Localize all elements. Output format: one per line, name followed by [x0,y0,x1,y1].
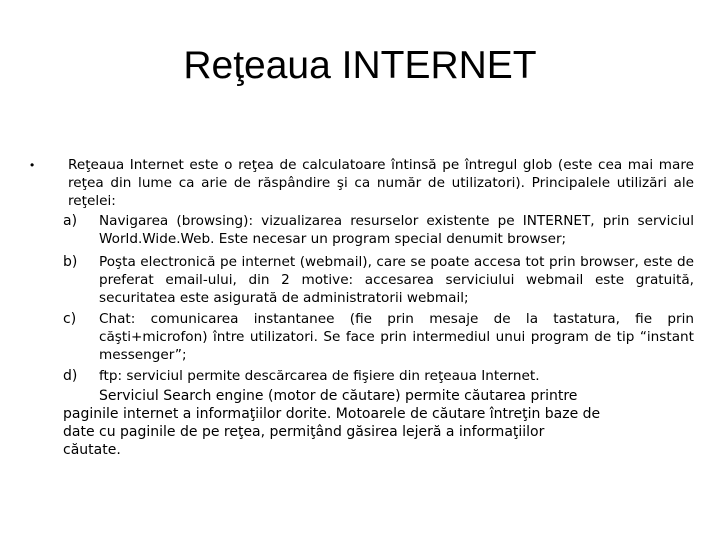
list-marker-b: b) [63,254,78,270]
list-marker-c: c) [63,311,77,327]
search-engine-paragraph: Serviciul Search engine (motor de căutare) permite căutarea printre paginile internet a informaţiilor dorite. Motoarele de căutare întreţin baze de date cu paginile de pe reţea, permiţând găsirea lejeră a informaţiilor căutate. [63,388,601,458]
list-marker-a: a) [63,213,78,229]
list-text-d: ftp: serviciul permite descărcarea de fişiere din reţeaua Internet. [99,368,540,384]
list-text-b: Poşta electronică pe internet (webmail), care se poate accesa tot prin browser, este de preferat email-ului, din 2 motive: accesarea serviciului webmail este gratuită, securitatea este asigurată de administratorii webmail; [99,254,694,306]
slide-title: Reţeaua INTERNET [183,44,537,87]
list-marker-d: d) [63,368,78,384]
list-text-c: Chat: comunicarea instantanee (fie prin mesaje de la tastatura, fie prin căşti+microfon) între utilizatori. Se face prin intermediul unui program de tip “instant messenger”; [99,311,694,363]
intro-paragraph: Reţeaua Internet este o reţea de calculatoare întinsă pe întregul glob (este cea mai mare reţea din lume ca arie de răspândire şi ca număr de utilizatori). Principalele utilizări ale reţelei: [68,157,694,209]
bullet-icon: • [30,158,35,172]
list-text-a: Navigarea (browsing): vizualizarea resurselor existente pe INTERNET, prin serviciul World.Wide.Web. Este necesar un program special denumit browser; [99,213,694,247]
